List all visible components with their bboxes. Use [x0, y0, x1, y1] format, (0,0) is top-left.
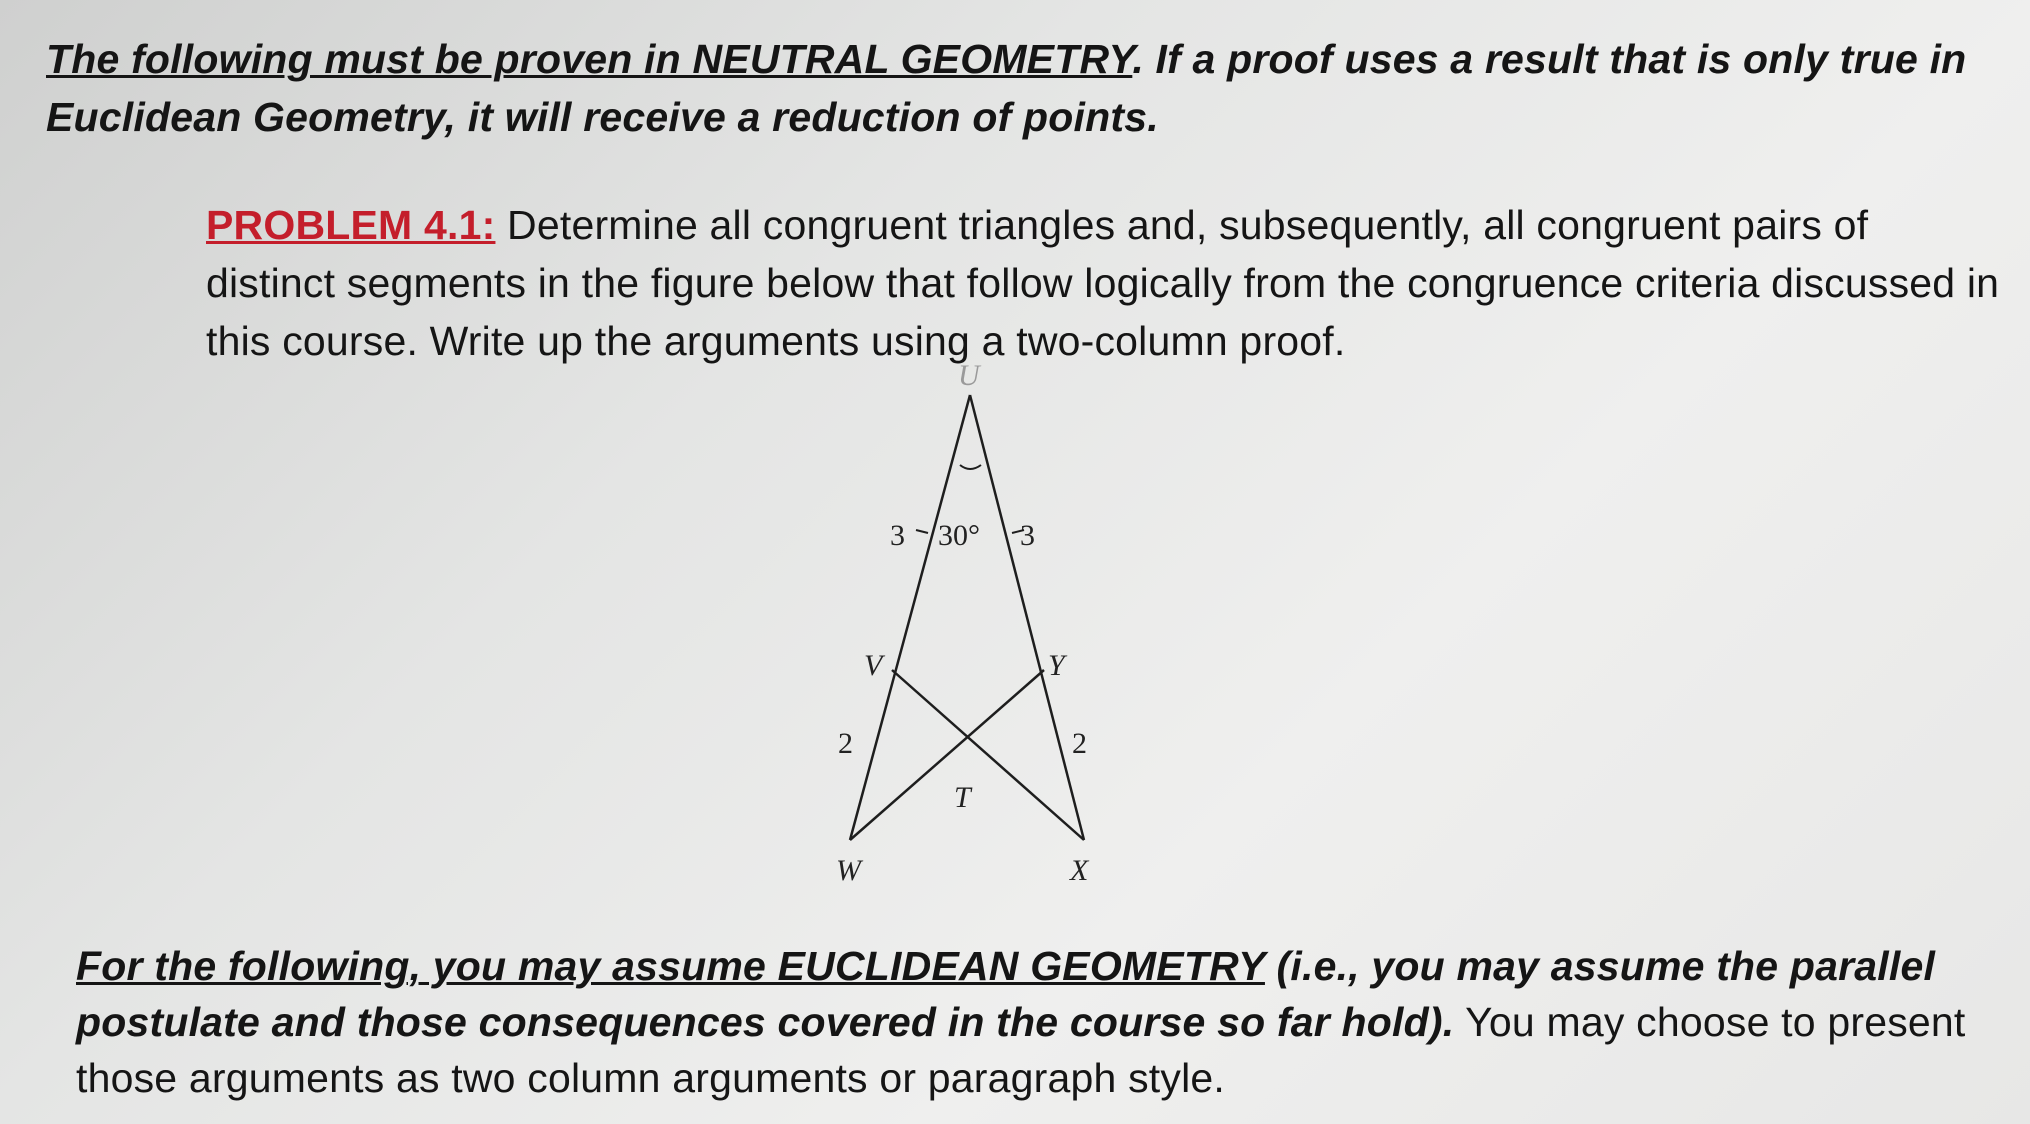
label-yx-length: 2 [1072, 727, 1087, 760]
triangle-diagram [820, 355, 1120, 900]
euclidean-geometry-instructions [76, 938, 1996, 1106]
euclidean-heading: For the following, you may assume EUCLIDEAN GEOMETRY [76, 943, 1265, 989]
neutral-geometry-warning: . If a proof uses a result that is only true in Euclidean Geometry, it will receive a reduction of points. [46, 36, 1967, 140]
problem-text: Determine all congruent triangles and, subsequently, all congruent pairs of distinct segments in the figure below that follow logically from the congruence criteria discussed in this course. Write up the arguments using a two-column proof. [206, 202, 2000, 364]
geometry-figure [820, 355, 1120, 900]
label-u: U [958, 359, 980, 392]
tick-mark-left [916, 530, 928, 533]
segment-ux [970, 395, 1084, 840]
segment-yw [850, 670, 1044, 840]
label-vw-length: 2 [838, 727, 853, 760]
label-uv-length: 3 [890, 519, 905, 552]
segment-uw [850, 395, 970, 840]
label-y: Y [1048, 649, 1065, 682]
euclidean-format-note: You may choose to present those arguments as two column arguments or paragraph style. [76, 999, 1966, 1101]
label-w: W [836, 854, 861, 887]
label-v: V [864, 649, 883, 682]
label-x: X [1070, 854, 1089, 887]
problem-label: PROBLEM 4.1: [206, 202, 496, 248]
label-uy-length: 3 [1020, 519, 1035, 552]
problem-4-1 [206, 196, 2006, 370]
label-t: T [954, 781, 971, 814]
neutral-geometry-heading: The following must be proven in NEUTRAL GEOMETRY [46, 36, 1133, 82]
label-apex-angle: 30° [938, 519, 980, 552]
euclidean-assumption: (i.e., you may assume the parallel postulate and those consequences covered in the course so far hold). [76, 943, 1936, 1045]
segment-vx [892, 670, 1084, 840]
apex-angle-arc [960, 465, 981, 469]
neutral-geometry-instructions [46, 30, 1976, 146]
